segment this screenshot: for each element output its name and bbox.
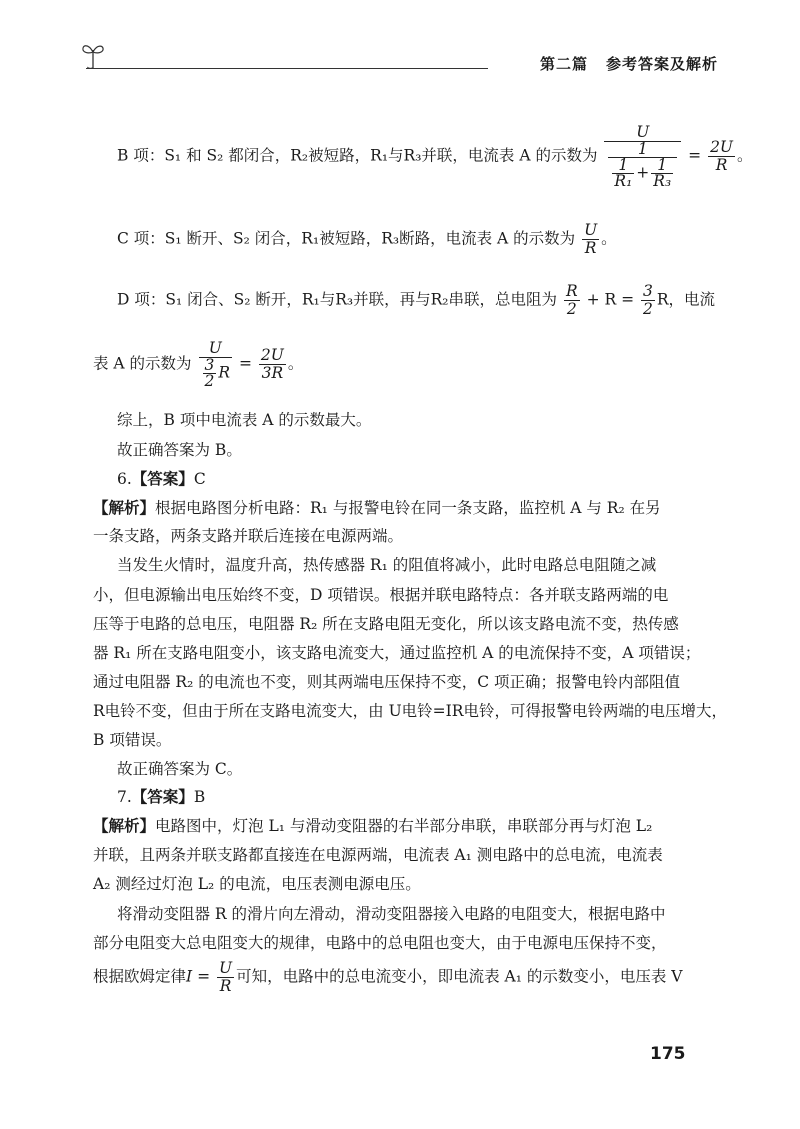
q7-analysis-line: 【解析】电路图中，灯泡 L₁ 与滑动变阻器的右半部分串联，串联部分再与灯泡 L₂ (93, 816, 653, 835)
running-header (78, 40, 718, 80)
q6-analysis-line: 通过电阻器 R₂ 的电流也不变，则其两端电压保持不变，C 项正确；报警电铃内部阻值 (93, 673, 681, 691)
option-c-formula: $\frac{U}{R}$ (584, 221, 598, 257)
q7-analysis-line-ohm: 根据欧姆定律I = $\frac{U}{R}$ 可知，电路中的总电流变小，即电流表 A₁ 的示数变小，电压表 V (93, 959, 683, 995)
q6-analysis-line: 【解析】根据电路图分析电路：R₁ 与报警电铃在同一条支路，监控机 A 与 R₂ 在另 (93, 498, 661, 517)
q7-answer: 7.【答案】B (117, 787, 206, 806)
q6-analysis-line: 压等于电路的总电压，电阻器 R₂ 所在支路电阻无变化，所以该支路电流不变，热传感 (93, 615, 679, 633)
q7-analysis-line: A₂ 测经过灯泡 L₂ 的电流，电压表测电源电压。 (93, 875, 421, 893)
q7-analysis-line: 将滑动变阻器 R 的滑片向左滑动，滑动变阻器接入电路的电阻变大，根据电路中 (117, 905, 666, 923)
sprout-icon (80, 40, 106, 70)
q6-analysis-line: 小，但电源输出电压始终不变，D 项错误。根据并联电路特点：各并联支路两端的电 (93, 586, 669, 604)
q6-conclusion: 故正确答案为 C。 (117, 760, 243, 778)
option-b-formula: U 1 $\frac{1}{\text{R₁}}$ + $\frac{1}{\text{R₃}}$ (604, 124, 681, 189)
option-d-text: D 项：S₁ 闭合、S₂ 断开，R₁与R₃并联，再与R₂串联，总电阻为 (117, 290, 558, 309)
header-rule (86, 68, 488, 69)
header-part: 第二篇 (539, 55, 588, 73)
header-title (540, 53, 718, 74)
option-c-line: C 项：S₁ 断开、S₂ 闭合，R₁被短路，R₃断路，电流表 A 的示数为 $\frac{U}{R}$ 。 (117, 221, 617, 257)
summary-line: 综上，B 项中电流表 A 的示数最大。 (117, 411, 372, 429)
option-b-line: B 项：S₁ 和 S₂ 都闭合，R₂被短路，R₁与R₃并联，电流表 A 的示数为 U 1 $\frac{1}{\text{R₁}}$ + $\frac{1}{\text{R₃}}$ = $\frac{2U}{R}$ 。 (117, 123, 753, 190)
option-d-line-2: 表 A 的示数为 U $\frac{3}{2}$ R = $\frac{2U}{3R}$ 。 (93, 339, 304, 390)
q7-analysis-line: 部分电阻变大总电阻变大的规律，电路中的总电阻也变大，由于电源电压保持不变， (93, 934, 667, 952)
q6-analysis-line: 器 R₁ 所在支路电阻变小，该支路电流变大，通过监控机 A 的电流保持不变，A 项错误； (93, 644, 701, 662)
q7-analysis-line: 并联，且两条并联支路都直接连在电源两端，电流表 A₁ 测电路中的总电流，电流表 (93, 846, 663, 864)
header-section: 参考答案及解析 (605, 55, 718, 73)
page-number: 175 (650, 1044, 686, 1064)
option-d-line: D 项：S₁ 闭合、S₂ 断开，R₁与R₃并联，再与R₂串联，总电阻为 $\frac{R}{2}$ + R = $\frac{3}{2}$ R，电流 (117, 282, 716, 318)
q6-analysis-line: 一条支路，两条支路并联后连接在电源两端。 (93, 527, 404, 545)
q6-analysis-line: 当发生火情时，温度升高，热传感器 R₁ 的阻值将减小，此时电路总电阻随之减 (117, 556, 657, 574)
option-c-text: C 项：S₁ 断开、S₂ 闭合，R₁被短路，R₃断路，电流表 A 的示数为 (117, 229, 576, 248)
ohm-formula: $\frac{U}{R}$ (219, 959, 233, 995)
q6-analysis-line: B 项错误。 (93, 731, 172, 749)
q6-answer: 6.【答案】C (117, 469, 206, 488)
option-b-text: B 项：S₁ 和 S₂ 都闭合，R₂被短路，R₁与R₃并联，电流表 A 的示数为 (117, 146, 598, 165)
summary-line: 故正确答案为 B。 (117, 441, 242, 459)
q6-analysis-line: R电铃不变，但由于所在支路电流变大，由 U电铃=IR电铃，可得报警电铃两端的电压增大， (93, 702, 727, 720)
